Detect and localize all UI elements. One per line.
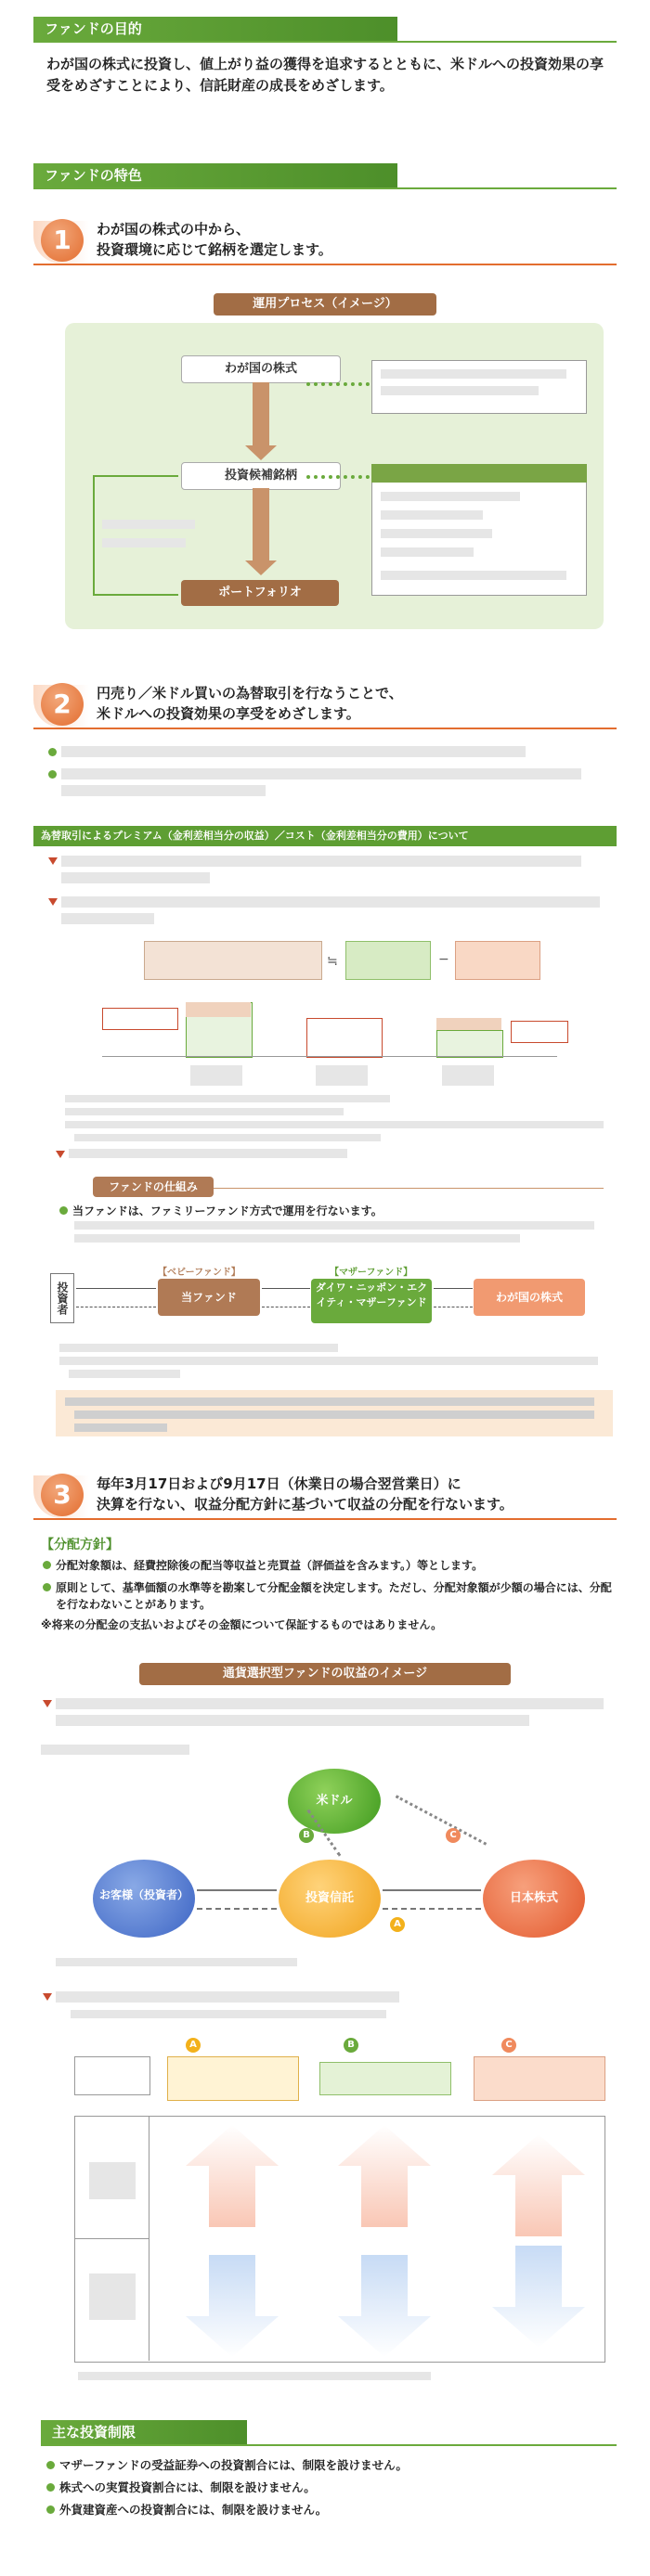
mechanism-text: 当ファンドは、ファミリーファンド方式で運用を行ないます。 (72, 1204, 383, 1217)
selection-desc-2 (56, 1715, 529, 1726)
premium-bar-jpy (306, 1018, 383, 1058)
restriction-item-3: 外貨建資産への投資割合には、制限を設けません。 (59, 2503, 328, 2517)
criteria-text-1 (381, 369, 566, 379)
trust-sphere: 投資信託 (279, 1860, 381, 1938)
cost-bar-cost (436, 1018, 501, 1030)
feature3-underline (33, 1518, 617, 1520)
cost-label-usd (442, 1065, 494, 1086)
formula-approx-sign: ≒ (327, 954, 338, 969)
feature2-bullet-2 (48, 770, 57, 779)
return-sources-text (56, 1991, 399, 2003)
process-step-stocks: わが国の株式 (181, 355, 341, 383)
table-row-divider (74, 2238, 149, 2239)
mechanism-desc-2 (74, 1234, 520, 1243)
premium-label-jpy (316, 1065, 368, 1086)
table-b-badge: B (344, 2038, 358, 2053)
table-source-c (474, 2056, 605, 2101)
flow-arrow-invest-2 (262, 1288, 310, 1289)
feature3-title-line1: 毎年3月17日および9月17日（休業日の場合翌営業日）に (97, 1475, 462, 1492)
selection-text-3 (381, 529, 492, 538)
premium-text-2a (61, 896, 600, 908)
note-line-2 (65, 1108, 344, 1115)
table-c-badge: C (501, 2038, 516, 2053)
usd-to-stock-dotted (396, 1795, 488, 1845)
table-footnote (78, 2372, 431, 2380)
table-a-badge: A (186, 2038, 201, 2053)
mechanism-note-1 (59, 1344, 338, 1352)
restriction-bullet-1 (46, 2461, 55, 2469)
label-b-badge: B (299, 1828, 314, 1843)
customer-sphere: お客様（投資者） (93, 1860, 195, 1938)
feature3-title-line2: 決算を行ない、収益分配方針に基づいて収益の分配を行ないます。 (97, 1496, 514, 1513)
distribution-policy-label: 【分配方針】 (41, 1538, 119, 1552)
selection-bullet (43, 1700, 52, 1707)
hedge-note-text (69, 1149, 347, 1158)
feature1-underline (33, 264, 617, 265)
features-section-header: ファンドの特色 (33, 163, 397, 187)
selection-text-5 (381, 571, 566, 580)
label-a-badge: A (390, 1917, 405, 1932)
jp-stocks-box: わが国の株式 (474, 1279, 585, 1316)
premium-bullet-2 (48, 898, 58, 906)
diagram-footnote (56, 1958, 297, 1966)
policy-text-1: 分配対象額は、経費控除後の配当等収益と売買益（評価益を含みます。）等とします。 (56, 1559, 484, 1572)
premium-bullet-1 (48, 857, 58, 865)
policy-text-3: ※将来の分配金の支払いおよびその金額について保証するものではありません。 (41, 1618, 443, 1631)
process-step-portfolio: ポートフォリオ (181, 580, 339, 606)
feature2-text-1 (61, 746, 526, 757)
jp-stock-sphere: 日本株式 (483, 1860, 585, 1938)
feature2-number-circle: 2 (41, 683, 84, 726)
feature3-number-circle: 3 (41, 1474, 84, 1516)
purpose-text: わが国の株式に投資し、値上がり益の獲得を追求するとともに、米ドルへの投資効果の享受をめざすことにより、信託財産の成長をめざします。 (46, 56, 604, 94)
flow-arrow-invest-3 (434, 1288, 473, 1289)
note-line-1 (65, 1095, 390, 1102)
selection-text-1 (381, 492, 520, 501)
selection-criteria-header (371, 464, 587, 483)
table-source-b (319, 2062, 451, 2095)
mother-fund-box: ダイワ・ニッポン・エクイティ・マザーファンド (311, 1279, 432, 1323)
image-caption (41, 1745, 189, 1755)
usd-sphere: 米ドル (288, 1769, 381, 1834)
selection-connector (306, 475, 370, 479)
purpose-section-header: ファンドの目的 (33, 17, 397, 41)
premium-bar-premium (186, 1002, 251, 1017)
criteria-connector (306, 382, 370, 386)
table-source-a (167, 2056, 299, 2101)
mechanism-note-3 (69, 1370, 180, 1378)
gain-case-label (89, 2162, 136, 2199)
process-arrow-1-head (245, 445, 277, 460)
selection-desc-1 (56, 1698, 604, 1709)
criteria-text-2 (381, 386, 539, 395)
formula-usd-rate-box (345, 941, 431, 980)
caution-text-2 (74, 1410, 594, 1419)
feature2-text-2a (61, 768, 581, 779)
feedback-loop (93, 475, 178, 596)
mother-fund-label: 【マザーファンド】 (330, 1268, 413, 1278)
process-step-candidates: 投資候補銘柄 (181, 462, 341, 490)
policy-text-2: 原則として、基準価額の水準等を勘案して分配金額を決定します。ただし、分配対象額が少額の場合には、分配を行なわないことがあります。 (56, 1581, 612, 1611)
mechanism-label: ファンドの仕組み (93, 1177, 214, 1197)
table-source-label (74, 2056, 150, 2095)
process-arrow-2-head (245, 560, 277, 575)
return-sources-bullet (43, 1993, 52, 2001)
feature2-title-line1: 円売り／米ドル買いの為替取引を行なうことで、 (97, 685, 403, 702)
loss-case-label (89, 2273, 136, 2320)
restriction-item-2: 株式への実質投資割合には、制限を設けません。 (59, 2480, 316, 2494)
hedge-note-bullet (56, 1151, 65, 1158)
mechanism-bullet (59, 1206, 68, 1215)
return-sources-note (71, 2010, 386, 2018)
note-line-4 (74, 1134, 381, 1141)
trust-to-customer-arrow (197, 1908, 277, 1910)
mechanism-desc-1 (74, 1221, 594, 1230)
restrictions-divider (41, 2444, 617, 2446)
label-c-badge: C (446, 1828, 461, 1843)
premium-text-2b (61, 913, 154, 924)
premium-expected-callout (102, 1008, 178, 1030)
premium-label-usd (190, 1065, 242, 1086)
mechanism-rule (214, 1188, 604, 1189)
formula-premium-box (144, 941, 322, 980)
stock-to-trust-arrow (383, 1908, 481, 1910)
currency-selection-title: 通貨選択型ファンドの収益のイメージ (139, 1663, 511, 1685)
formula-minus-sign: − (438, 952, 449, 967)
baby-fund-box: 当ファンド (158, 1279, 260, 1316)
feedback-text-2 (102, 538, 186, 547)
flow-arrow-invest-1 (76, 1288, 156, 1289)
caution-text-3 (74, 1423, 167, 1432)
feature2-bullet-1 (48, 748, 57, 756)
baby-fund-label: 【ベビーファンド】 (158, 1268, 240, 1278)
cost-bar-usd (436, 1030, 503, 1058)
premium-text-1a (61, 856, 581, 867)
policy-bullet-2 (43, 1583, 51, 1591)
selection-text-4 (381, 547, 474, 557)
policy-bullet-1 (43, 1561, 51, 1569)
feature1-title-line2: 投資環境に応じて銘柄を選定します。 (97, 241, 332, 258)
process-title: 運用プロセス（イメージ） (214, 293, 436, 316)
table-col-divider (149, 2116, 150, 2361)
feedback-text-1 (102, 520, 195, 529)
features-divider (33, 187, 617, 189)
feature1-title-line1: わが国の株式の中から、 (97, 221, 251, 238)
feature2-underline (33, 728, 617, 729)
mechanism-note-2 (59, 1357, 598, 1365)
premium-text-1b (61, 872, 210, 883)
feature2-text-2b (61, 785, 266, 796)
feature2-title-line2: 米ドルへの投資効果の享受をめざします。 (97, 705, 360, 722)
process-arrow-1 (253, 382, 269, 447)
restrictions-section-header: 主な投資制限 (41, 2420, 247, 2444)
premium-baseline (102, 1056, 557, 1057)
caution-text-1 (65, 1397, 594, 1406)
restriction-bullet-2 (46, 2483, 55, 2492)
purpose-divider (33, 41, 617, 43)
investor-box: 投資者 (50, 1273, 74, 1323)
restriction-item-1: マザーファンドの受益証券への投資割合には、制限を設けません。 (59, 2458, 408, 2472)
premium-cost-header: 為替取引によるプレミアム（金利差相当分の収益）／コスト（金利差相当分の費用）について (33, 826, 617, 846)
formula-jpy-rate-box (455, 941, 540, 980)
cost-callout (511, 1021, 568, 1043)
customer-to-trust-arrow (197, 1889, 277, 1891)
trust-to-stock-arrow (383, 1889, 481, 1891)
process-arrow-2 (253, 488, 269, 562)
restriction-bullet-3 (46, 2505, 55, 2514)
selection-text-2 (381, 510, 483, 520)
note-line-3 (65, 1121, 604, 1128)
feature1-number-circle: 1 (41, 219, 84, 262)
